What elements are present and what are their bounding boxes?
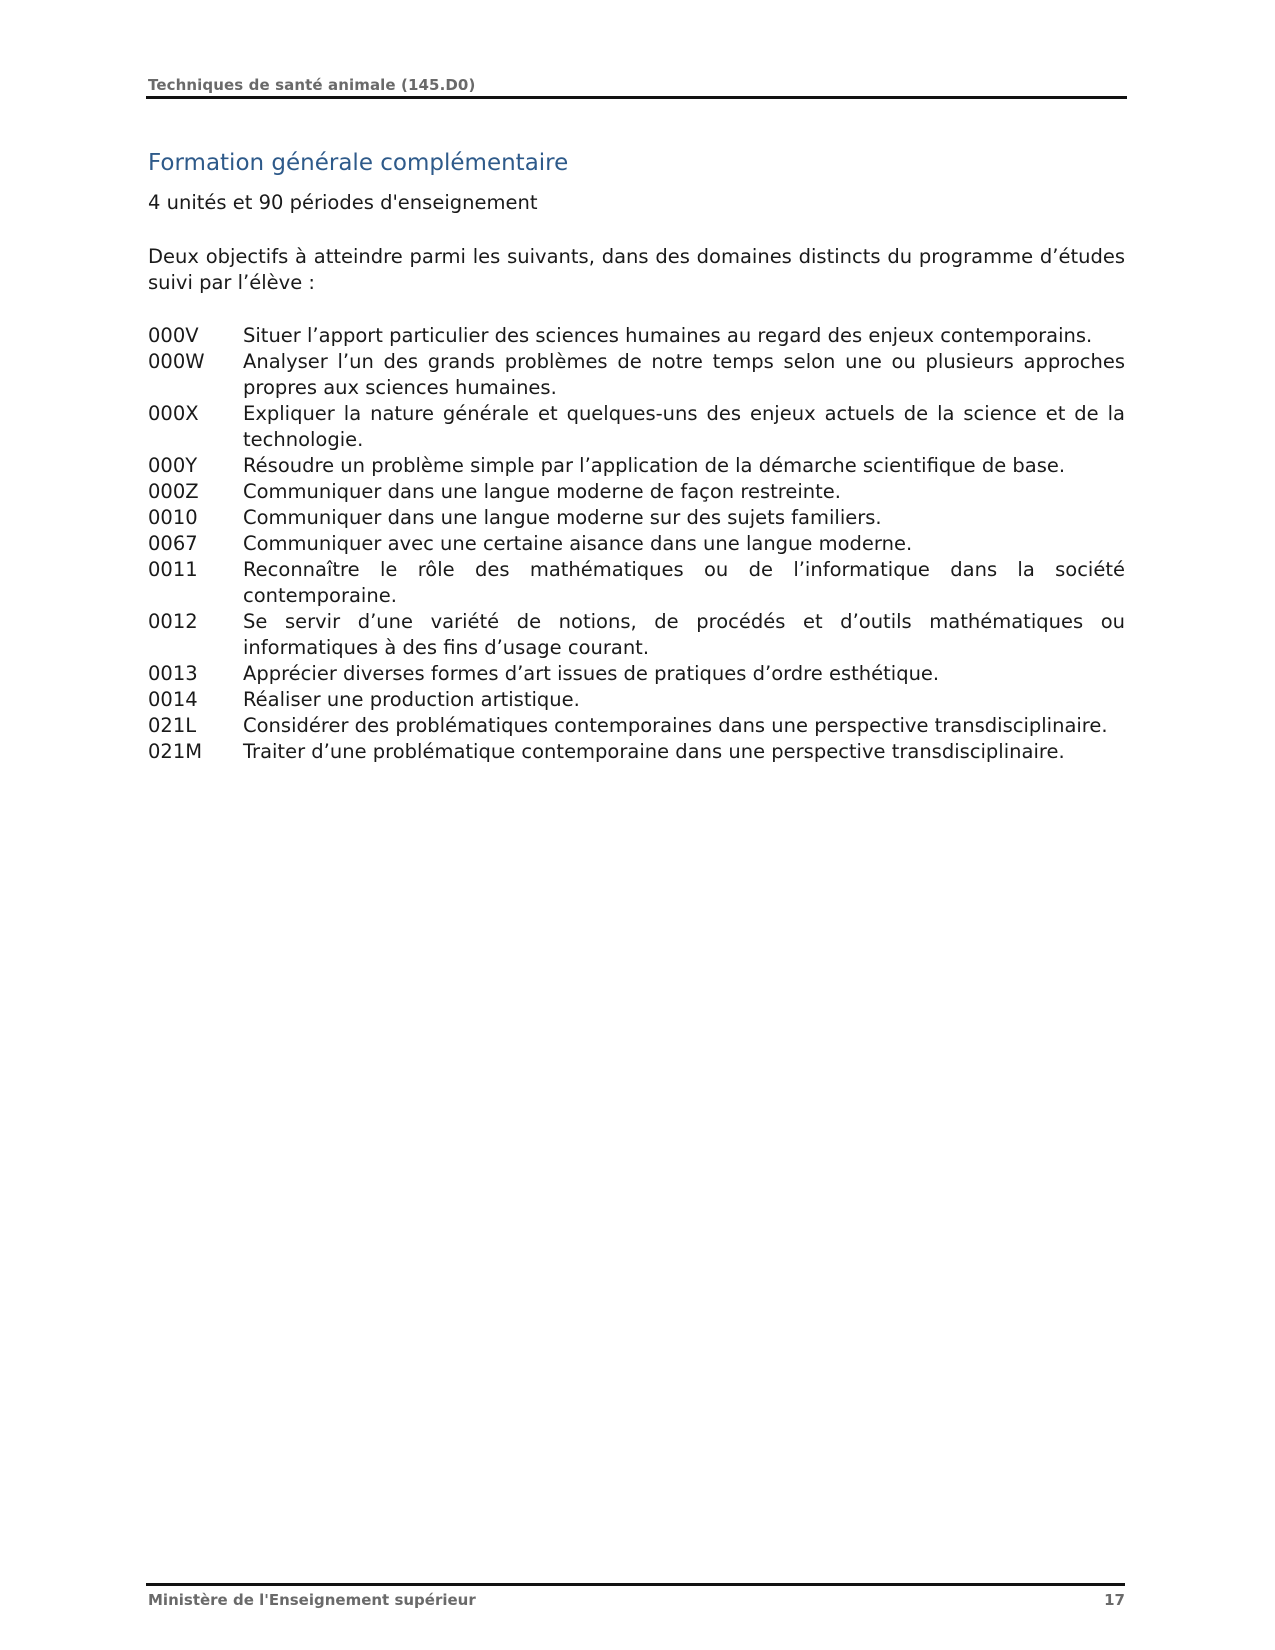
objective-item bbox=[148, 609, 1125, 661]
objective-text: Situer l’apport particulier des sciences humaines au regard des enjeux contemporains. bbox=[243, 324, 1093, 347]
objective-text: Analyser l’un des grands problèmes de notre temps selon une ou plusieurs approches propres aux sciences humaines. bbox=[243, 350, 1125, 399]
objective-code: 0012 bbox=[148, 610, 198, 633]
objective-item bbox=[148, 531, 1125, 557]
objective-code: 000Z bbox=[148, 480, 199, 503]
objective-item bbox=[148, 713, 1125, 739]
objective-code: 000Y bbox=[148, 454, 198, 477]
units-line: 4 unités et 90 périodes d'enseignement bbox=[148, 191, 538, 214]
objective-item bbox=[148, 349, 1125, 401]
objective-item bbox=[148, 739, 1125, 765]
footer-ministry: Ministère de l'Enseignement supérieur bbox=[148, 1591, 476, 1609]
running-header: Techniques de santé animale (145.D0) bbox=[148, 76, 476, 94]
objective-item bbox=[148, 687, 1125, 713]
section-title: Formation générale complémentaire bbox=[148, 150, 569, 176]
objective-item bbox=[148, 453, 1125, 479]
header-rule bbox=[146, 96, 1127, 99]
objective-code: 0014 bbox=[148, 688, 198, 711]
objective-item bbox=[148, 661, 1125, 687]
objective-code: 000X bbox=[148, 402, 199, 425]
objective-code: 0067 bbox=[148, 532, 198, 555]
objective-text: Communiquer dans une langue moderne de façon restreinte. bbox=[243, 480, 841, 503]
objective-code: 0011 bbox=[148, 558, 198, 581]
objective-text: Réaliser une production artistique. bbox=[243, 688, 580, 711]
objective-code: 0013 bbox=[148, 662, 198, 685]
objective-text: Reconnaître le rôle des mathématiques ou de l’informatique dans la société contemporaine. bbox=[243, 558, 1125, 607]
objective-text: Résoudre un problème simple par l’application de la démarche scientifique de base. bbox=[243, 454, 1066, 477]
objective-text: Communiquer dans une langue moderne sur des sujets familiers. bbox=[243, 506, 882, 529]
objective-item bbox=[148, 323, 1125, 349]
objective-code: 021L bbox=[148, 714, 197, 737]
objective-text: Traiter d’une problématique contemporaine dans une perspective transdisciplinaire. bbox=[243, 740, 1065, 763]
page-number: 17 bbox=[1104, 1591, 1125, 1609]
objective-text: Se servir d’une variété de notions, de procédés et d’outils mathématiques ou informatiques à des fins d’usage courant. bbox=[243, 610, 1125, 659]
intro-paragraph: Deux objectifs à atteindre parmi les suivants, dans des domaines distincts du programme d’études suivi par l’élève : bbox=[148, 245, 1125, 294]
objective-item bbox=[148, 479, 1125, 505]
objective-code: 021M bbox=[148, 740, 203, 763]
objective-code: 0010 bbox=[148, 506, 198, 529]
objective-item bbox=[148, 557, 1125, 609]
objective-code: 000V bbox=[148, 324, 199, 347]
objective-item bbox=[148, 401, 1125, 453]
objective-item bbox=[148, 505, 1125, 531]
objectives-list bbox=[148, 323, 1125, 765]
footer-rule bbox=[146, 1583, 1125, 1586]
objective-code: 000W bbox=[148, 350, 205, 373]
objective-text: Expliquer la nature générale et quelques-uns des enjeux actuels de la science et de la technologie. bbox=[243, 402, 1125, 451]
objective-text: Communiquer avec une certaine aisance dans une langue moderne. bbox=[243, 532, 913, 555]
objective-text: Apprécier diverses formes d’art issues de pratiques d’ordre esthétique. bbox=[243, 662, 940, 685]
objective-text: Considérer des problématiques contemporaines dans une perspective transdisciplinaire. bbox=[243, 714, 1108, 737]
